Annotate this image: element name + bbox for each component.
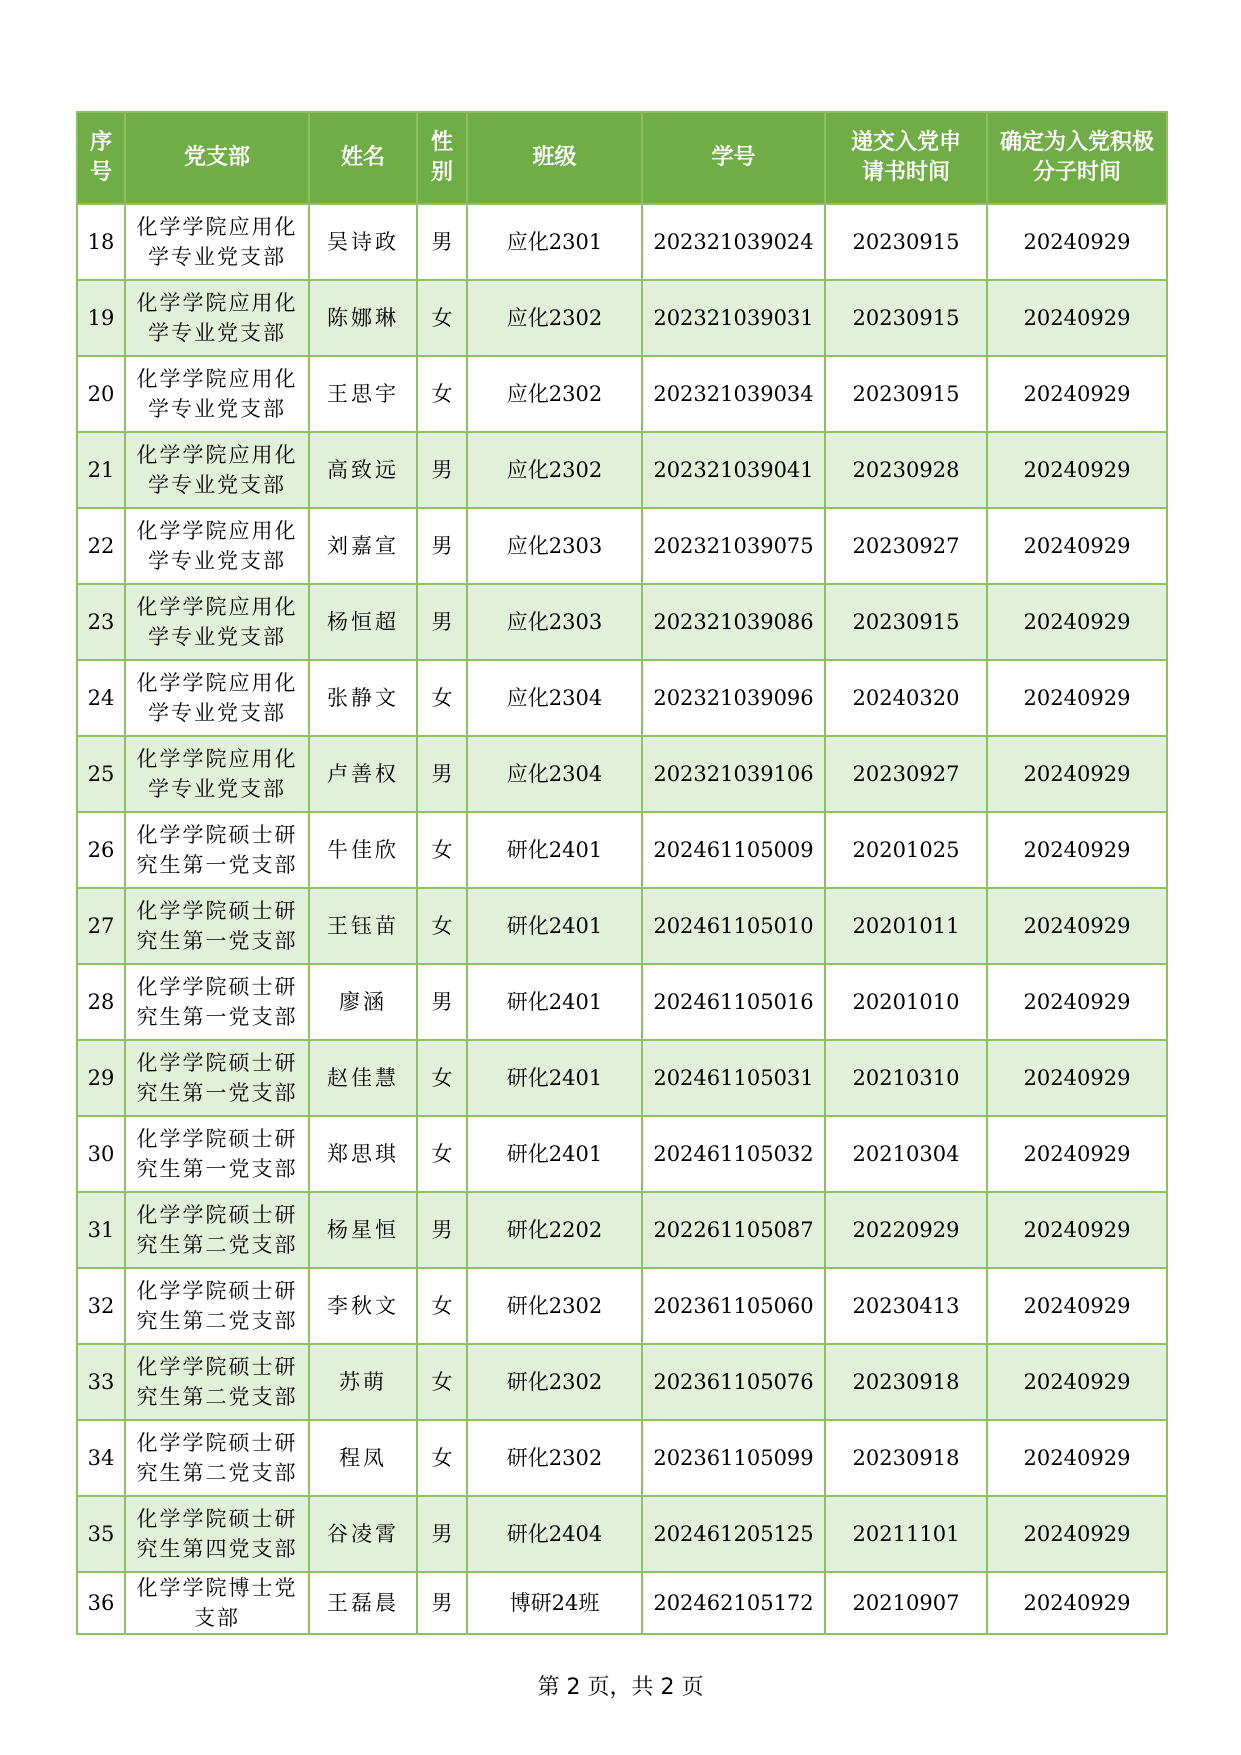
gender-cell: 男	[417, 736, 467, 812]
student-id-cell: 202321039031	[642, 280, 825, 356]
header-student-id: 学号	[642, 112, 825, 204]
class-name-cell: 应化2302	[467, 432, 642, 508]
student-id-cell: 202261105087	[642, 1192, 825, 1268]
application-date-cell: 20240320	[825, 660, 987, 736]
gender-cell: 女	[417, 280, 467, 356]
class-name-cell: 应化2302	[467, 280, 642, 356]
header-row	[77, 112, 1167, 204]
application-date-cell: 20211101	[825, 1496, 987, 1572]
party-branch-cell: 化学学院硕士研究生第四党支部	[125, 1496, 309, 1572]
party-branch-cell: 化学学院硕士研究生第二党支部	[125, 1192, 309, 1268]
row-number-cell: 25	[77, 736, 125, 812]
application-date-cell: 20230915	[825, 356, 987, 432]
table-row	[77, 1572, 1167, 1634]
table-row	[77, 736, 1167, 812]
gender-cell: 女	[417, 1040, 467, 1116]
activist-date-cell: 20240929	[987, 1572, 1167, 1634]
student-id-cell: 202361105060	[642, 1268, 825, 1344]
member-table-container	[76, 111, 1166, 1635]
member-name-cell: 王思宇	[309, 356, 417, 432]
class-name-cell: 研化2302	[467, 1420, 642, 1496]
gender-cell: 女	[417, 660, 467, 736]
header-name: 姓名	[309, 112, 417, 204]
table-row	[77, 508, 1167, 584]
header-class: 班级	[467, 112, 642, 204]
party-branch-cell: 化学学院应用化学专业党支部	[125, 356, 309, 432]
gender-cell: 女	[417, 812, 467, 888]
party-branch-cell: 化学学院应用化学专业党支部	[125, 432, 309, 508]
party-branch-cell: 化学学院硕士研究生第一党支部	[125, 1040, 309, 1116]
header-branch: 党支部	[125, 112, 309, 204]
member-name-cell: 王钰苗	[309, 888, 417, 964]
party-branch-cell: 化学学院硕士研究生第一党支部	[125, 888, 309, 964]
member-name-cell: 牛佳欣	[309, 812, 417, 888]
row-number-cell: 33	[77, 1344, 125, 1420]
party-branch-cell: 化学学院硕士研究生第二党支部	[125, 1268, 309, 1344]
row-number-cell: 36	[77, 1572, 125, 1634]
activist-date-cell: 20240929	[987, 736, 1167, 812]
application-date-cell: 20201010	[825, 964, 987, 1040]
application-date-cell: 20230915	[825, 204, 987, 280]
member-name-cell: 卢善权	[309, 736, 417, 812]
gender-cell: 女	[417, 1420, 467, 1496]
row-number-cell: 32	[77, 1268, 125, 1344]
party-branch-cell: 化学学院硕士研究生第一党支部	[125, 1116, 309, 1192]
row-number-cell: 23	[77, 584, 125, 660]
row-number-cell: 19	[77, 280, 125, 356]
activist-date-cell: 20240929	[987, 1420, 1167, 1496]
activist-date-cell: 20240929	[987, 888, 1167, 964]
student-id-cell: 202361105099	[642, 1420, 825, 1496]
application-date-cell: 20210310	[825, 1040, 987, 1116]
class-name-cell: 研化2404	[467, 1496, 642, 1572]
table-row	[77, 280, 1167, 356]
party-branch-cell: 化学学院硕士研究生第二党支部	[125, 1344, 309, 1420]
application-date-cell: 20230918	[825, 1420, 987, 1496]
member-name-cell: 杨恒超	[309, 584, 417, 660]
member-name-cell: 杨星恒	[309, 1192, 417, 1268]
table-row	[77, 964, 1167, 1040]
gender-cell: 男	[417, 584, 467, 660]
class-name-cell: 研化2302	[467, 1268, 642, 1344]
activist-date-cell: 20240929	[987, 432, 1167, 508]
activist-date-cell: 20240929	[987, 1116, 1167, 1192]
member-name-cell: 吴诗政	[309, 204, 417, 280]
activist-date-cell: 20240929	[987, 1040, 1167, 1116]
student-id-cell: 202461105009	[642, 812, 825, 888]
table-row	[77, 812, 1167, 888]
party-activist-table	[76, 111, 1168, 1635]
member-name-cell: 程凤	[309, 1420, 417, 1496]
student-id-cell: 202461205125	[642, 1496, 825, 1572]
gender-cell: 男	[417, 204, 467, 280]
activist-date-cell: 20240929	[987, 280, 1167, 356]
row-number-cell: 28	[77, 964, 125, 1040]
activist-date-cell: 20240929	[987, 1268, 1167, 1344]
table-body	[77, 204, 1167, 1634]
activist-date-cell: 20240929	[987, 584, 1167, 660]
party-branch-cell: 化学学院应用化学专业党支部	[125, 508, 309, 584]
class-name-cell: 研化2401	[467, 812, 642, 888]
row-number-cell: 24	[77, 660, 125, 736]
party-branch-cell: 化学学院应用化学专业党支部	[125, 736, 309, 812]
application-date-cell: 20230927	[825, 508, 987, 584]
row-number-cell: 30	[77, 1116, 125, 1192]
gender-cell: 男	[417, 1192, 467, 1268]
party-branch-cell: 化学学院硕士研究生第一党支部	[125, 964, 309, 1040]
class-name-cell: 应化2304	[467, 660, 642, 736]
row-number-cell: 29	[77, 1040, 125, 1116]
application-date-cell: 20230915	[825, 280, 987, 356]
application-date-cell: 20230413	[825, 1268, 987, 1344]
row-number-cell: 35	[77, 1496, 125, 1572]
table-row	[77, 1040, 1167, 1116]
application-date-cell: 20210304	[825, 1116, 987, 1192]
member-name-cell: 李秋文	[309, 1268, 417, 1344]
header-no: 序号	[77, 112, 125, 204]
activist-date-cell: 20240929	[987, 1496, 1167, 1572]
gender-cell: 男	[417, 1572, 467, 1634]
table-row	[77, 432, 1167, 508]
gender-cell: 男	[417, 432, 467, 508]
activist-date-cell: 20240929	[987, 1192, 1167, 1268]
member-name-cell: 刘嘉宣	[309, 508, 417, 584]
application-date-cell: 20201011	[825, 888, 987, 964]
student-id-cell: 202461105031	[642, 1040, 825, 1116]
table-row	[77, 584, 1167, 660]
class-name-cell: 应化2303	[467, 584, 642, 660]
row-number-cell: 26	[77, 812, 125, 888]
class-name-cell: 研化2401	[467, 888, 642, 964]
table-row	[77, 660, 1167, 736]
header-gender: 性别	[417, 112, 467, 204]
gender-cell: 男	[417, 964, 467, 1040]
student-id-cell: 202461105032	[642, 1116, 825, 1192]
row-number-cell: 31	[77, 1192, 125, 1268]
application-date-cell: 20230918	[825, 1344, 987, 1420]
gender-cell: 男	[417, 1496, 467, 1572]
table-row	[77, 1192, 1167, 1268]
student-id-cell: 202361105076	[642, 1344, 825, 1420]
application-date-cell: 20230928	[825, 432, 987, 508]
class-name-cell: 应化2303	[467, 508, 642, 584]
activist-date-cell: 20240929	[987, 508, 1167, 584]
member-name-cell: 高致远	[309, 432, 417, 508]
row-number-cell: 21	[77, 432, 125, 508]
student-id-cell: 202321039024	[642, 204, 825, 280]
party-branch-cell: 化学学院硕士研究生第二党支部	[125, 1420, 309, 1496]
row-number-cell: 22	[77, 508, 125, 584]
row-number-cell: 18	[77, 204, 125, 280]
activist-date-cell: 20240929	[987, 1344, 1167, 1420]
gender-cell: 女	[417, 1116, 467, 1192]
party-branch-cell: 化学学院应用化学专业党支部	[125, 584, 309, 660]
student-id-cell: 202321039106	[642, 736, 825, 812]
student-id-cell: 202321039034	[642, 356, 825, 432]
class-name-cell: 应化2302	[467, 356, 642, 432]
student-id-cell: 202321039086	[642, 584, 825, 660]
class-name-cell: 研化2401	[467, 964, 642, 1040]
party-branch-cell: 化学学院博士党支部	[125, 1572, 309, 1634]
header-activist-date: 确定为入党积极分子时间	[987, 112, 1167, 204]
page-footer: 第 2 页，共 2 页	[537, 1675, 704, 1700]
class-name-cell: 研化2302	[467, 1344, 642, 1420]
gender-cell: 女	[417, 888, 467, 964]
table-row	[77, 1344, 1167, 1420]
party-branch-cell: 化学学院应用化学专业党支部	[125, 660, 309, 736]
application-date-cell: 20230915	[825, 584, 987, 660]
activist-date-cell: 20240929	[987, 204, 1167, 280]
table-row	[77, 1116, 1167, 1192]
student-id-cell: 202321039075	[642, 508, 825, 584]
class-name-cell: 研化2202	[467, 1192, 642, 1268]
party-branch-cell: 化学学院应用化学专业党支部	[125, 280, 309, 356]
application-date-cell: 20210907	[825, 1572, 987, 1634]
activist-date-cell: 20240929	[987, 660, 1167, 736]
table-row	[77, 356, 1167, 432]
application-date-cell: 20201025	[825, 812, 987, 888]
class-name-cell: 应化2301	[467, 204, 642, 280]
class-name-cell: 研化2401	[467, 1116, 642, 1192]
row-number-cell: 27	[77, 888, 125, 964]
student-id-cell: 202461105010	[642, 888, 825, 964]
member-name-cell: 谷凌霄	[309, 1496, 417, 1572]
member-name-cell: 张静文	[309, 660, 417, 736]
student-id-cell: 202321039096	[642, 660, 825, 736]
gender-cell: 女	[417, 1344, 467, 1420]
party-branch-cell: 化学学院应用化学专业党支部	[125, 204, 309, 280]
activist-date-cell: 20240929	[987, 812, 1167, 888]
class-name-cell: 研化2401	[467, 1040, 642, 1116]
table-row	[77, 1420, 1167, 1496]
member-name-cell: 郑思琪	[309, 1116, 417, 1192]
member-name-cell: 王磊晨	[309, 1572, 417, 1634]
student-id-cell: 202461105016	[642, 964, 825, 1040]
table-row	[77, 1268, 1167, 1344]
activist-date-cell: 20240929	[987, 964, 1167, 1040]
member-name-cell: 苏萌	[309, 1344, 417, 1420]
member-name-cell: 陈娜琳	[309, 280, 417, 356]
class-name-cell: 博研24班	[467, 1572, 642, 1634]
table-row	[77, 1496, 1167, 1572]
application-date-cell: 20230927	[825, 736, 987, 812]
gender-cell: 女	[417, 1268, 467, 1344]
member-name-cell: 赵佳慧	[309, 1040, 417, 1116]
row-number-cell: 34	[77, 1420, 125, 1496]
row-number-cell: 20	[77, 356, 125, 432]
student-id-cell: 202462105172	[642, 1572, 825, 1634]
header-apply-date: 递交入党申请书时间	[825, 112, 987, 204]
table-row	[77, 204, 1167, 280]
party-branch-cell: 化学学院硕士研究生第一党支部	[125, 812, 309, 888]
table-row	[77, 888, 1167, 964]
activist-date-cell: 20240929	[987, 356, 1167, 432]
member-name-cell: 廖涵	[309, 964, 417, 1040]
class-name-cell: 应化2304	[467, 736, 642, 812]
gender-cell: 男	[417, 508, 467, 584]
gender-cell: 女	[417, 356, 467, 432]
student-id-cell: 202321039041	[642, 432, 825, 508]
application-date-cell: 20220929	[825, 1192, 987, 1268]
